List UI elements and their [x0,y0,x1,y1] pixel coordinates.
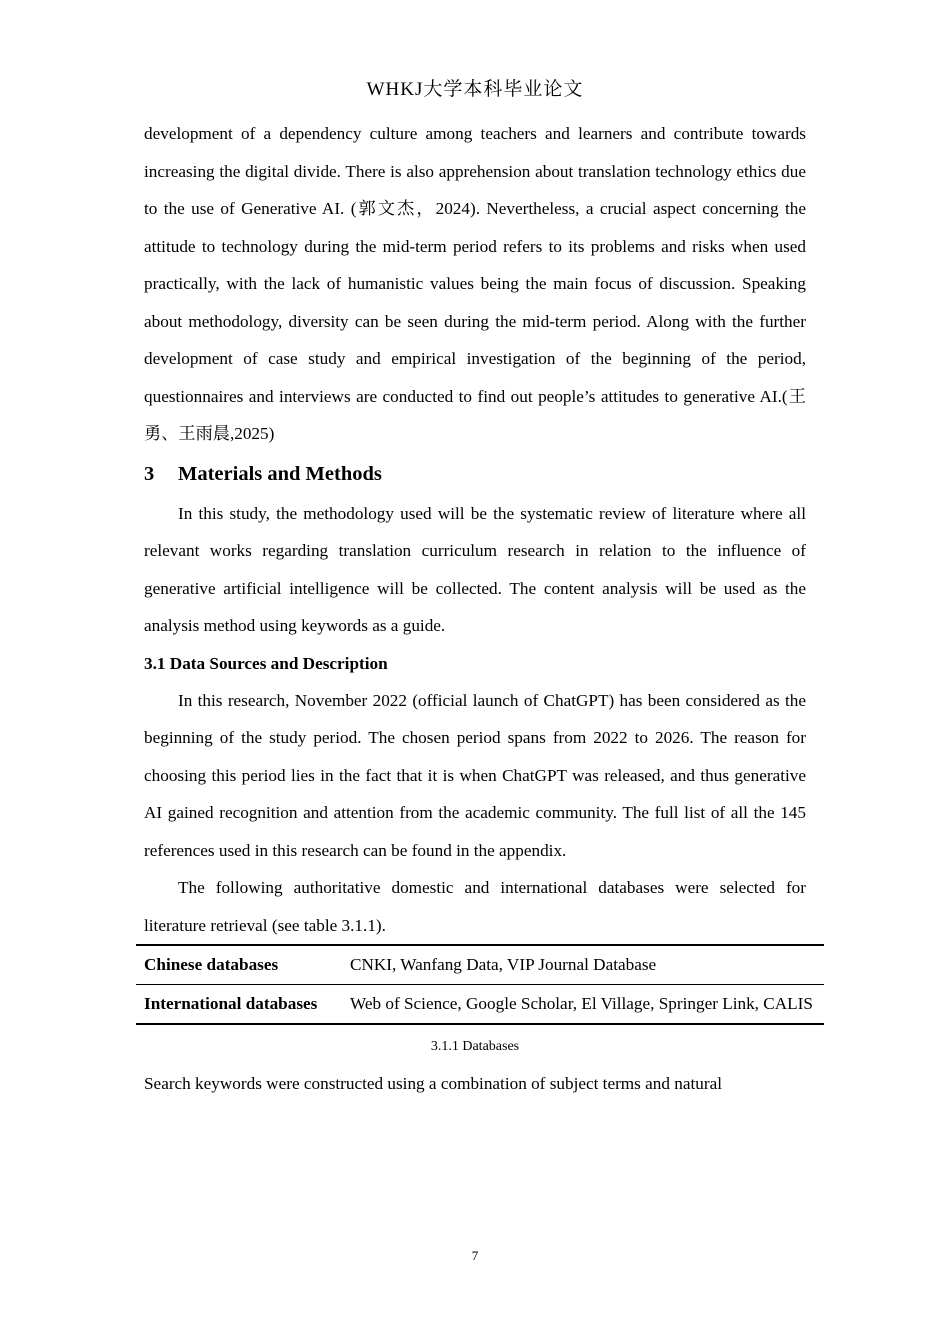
page-number: 7 [471,1248,479,1263]
page-body [144,115,813,1103]
databases-intro-paragraph: The following authoritative domestic and international databases were selected for literature retrieval (see table 3.1.1). [144,878,806,935]
section-number: 3 [144,462,155,485]
section-title: Materials and Methods [178,462,382,485]
table-row-label: International databases [136,985,342,1025]
intro-continuation-paragraph: development of a dependency culture among teachers and learners and contribute towards increasing the digital divide. There is also apprehension about translation technology ethics due to the use of Generative AI. (郭文杰，2024). Nevertheless, a crucial aspect concerning the attitude to technology during the mid-term period refers to its problems and risks when used practically, with the lack of humanistic values being the main focus of discussion. Speaking about methodology, diversity can be seen during the mid-term period. Along with the further development of case study and empirical investigation of the beginning of the period, questionnaires and interviews are conducted to find out people’s attitudes to generative AI.(王勇、王雨晨,2025) [144,124,806,443]
databases-table [136,944,824,1025]
running-header: WHKJ大学本科毕业论文 [366,79,584,100]
data-period-paragraph: In this research, November 2022 (official launch of ChatGPT) has been considered as the beginning of the study period. The chosen period spans from 2022 to 2026. The reason for choosing this period lies in the fact that it is when ChatGPT was released, and thus generative AI gained recognition and attention from the academic community. The full list of all the 145 references used in this research can be found in the appendix. [144,690,806,860]
subsection-heading: 3.1 Data Sources and Description [144,653,388,673]
table-row [136,985,824,1025]
table-row [136,945,824,985]
methods-intro-paragraph: In this study, the methodology used will be the systematic review of literature where all relevant works regarding translation curriculum research in relation to the influence of generative artificial intelligence will be collected. The content analysis will be used as the analysis method using keywords as a guide. [144,503,806,635]
table-row-value: CNKI, Wanfang Data, VIP Journal Database [342,945,824,985]
table-row-value: Web of Science, Google Scholar, El Village, Springer Link, CALIS [342,985,824,1025]
search-keywords-paragraph: Search keywords were constructed using a combination of subject terms and natural [144,1074,722,1093]
table-caption: 3.1.1 Databases [430,1039,520,1054]
table-row-label: Chinese databases [136,945,342,985]
section-heading [144,456,806,492]
